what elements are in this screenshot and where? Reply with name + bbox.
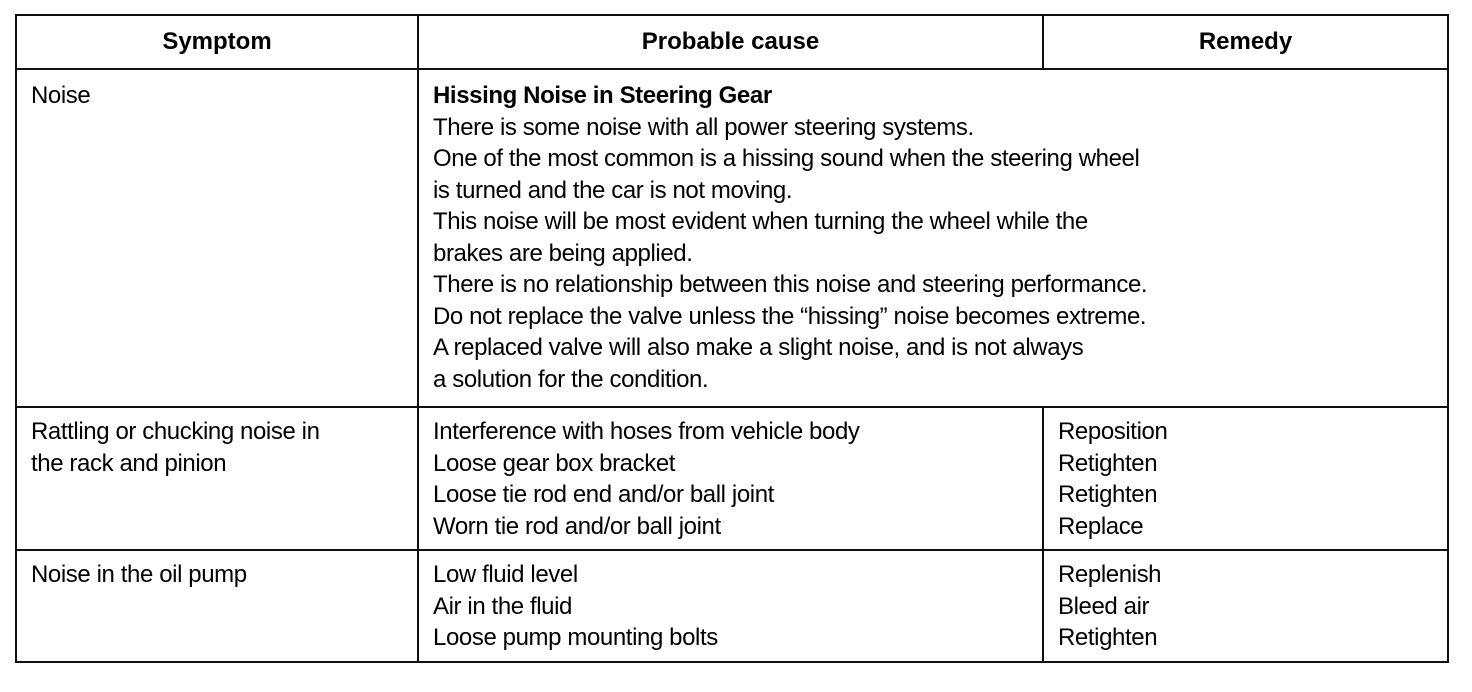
cause-line: Loose tie rod end and/or ball joint [433,481,774,508]
cause-line: Low fluid level [433,561,578,588]
symptom-cell [16,69,418,407]
header-symptom: Symptom [16,15,418,69]
remedy-cell [1043,550,1448,662]
remedy-line: Replace [1058,512,1144,540]
cause-line: is turned and the car is not moving. [433,176,793,204]
cause-line: brakes are being applied. [433,239,693,267]
remedy-line: Retighten [1058,624,1158,651]
table-row [16,407,1448,550]
troubleshooting-table-container [15,14,1449,663]
cause-line: Do not replace the valve unless the “hissing” noise becomes extreme. [433,302,1147,330]
remedy-line: Retighten [1058,449,1158,477]
symptom-cell [16,407,418,550]
cause-line: a solution for the condition. [433,365,709,393]
table-row [16,69,1448,407]
cause-line: Air in the fluid [433,592,573,620]
cause-cell [418,550,1043,662]
cause-line: A replaced valve will also make a slight noise, and is not always [433,334,1084,361]
table-row [16,550,1448,662]
cause-line: There is no relationship between this noise and steering performance. [433,271,1148,298]
cause-cell [418,69,1448,407]
symptom-cell [16,550,418,662]
header-remedy: Remedy [1043,15,1448,69]
symptom-text: Rattling or chucking noise in [31,418,320,445]
remedy-line: Retighten [1058,481,1158,508]
cause-cell [418,407,1043,550]
cause-line: Loose pump mounting bolts [433,624,718,651]
troubleshooting-table [15,14,1449,663]
remedy-cell [1043,407,1448,550]
cause-line: Loose gear box bracket [433,449,676,477]
remedy-line: Bleed air [1058,592,1150,620]
cause-line: This noise will be most evident when turning the wheel while the [433,208,1088,235]
symptom-text: the rack and pinion [31,449,227,477]
remedy-line: Replenish [1058,561,1162,588]
remedy-line: Reposition [1058,418,1168,445]
cause-line: Worn tie rod and/or ball joint [433,512,721,540]
cause-line: Interference with hoses from vehicle body [433,418,860,445]
symptom-text: Noise in the oil pump [31,561,247,588]
cause-line: One of the most common is a hissing sound when the steering wheel [433,145,1140,172]
header-row [16,15,1448,69]
cause-heading: Hissing Noise in Steering Gear [433,82,772,109]
header-probable-cause: Probable cause [418,15,1043,69]
symptom-text: Noise [31,82,91,109]
cause-line: There is some noise with all power steering systems. [433,113,974,141]
